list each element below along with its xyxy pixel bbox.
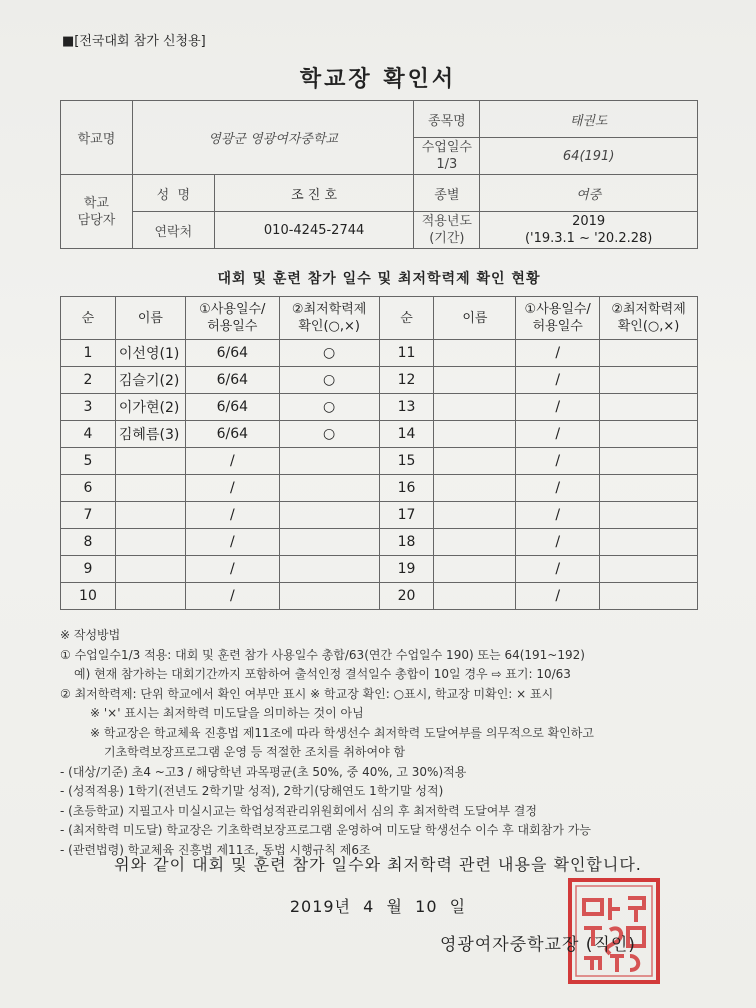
confirmation-statement: 위와 같이 대회 및 훈련 참가 일수와 최저학력 관련 내용을 확인합니다.: [114, 855, 642, 874]
year-value-line2: ('19.3.1 ~ '20.2.28): [524, 231, 653, 246]
row-name: [115, 475, 185, 502]
year-label-line2: (기간): [429, 231, 465, 246]
row-days-right: /: [516, 502, 600, 529]
row-mark: [279, 448, 379, 475]
row-mark-right: [600, 529, 698, 556]
table-row: [61, 394, 698, 421]
header-days-right-line2: 허용일수: [532, 319, 583, 334]
row-no-right: 15: [379, 448, 434, 475]
row-days-right: /: [516, 475, 600, 502]
row-name: [115, 448, 185, 475]
table-row: [61, 583, 698, 610]
row-mark-right: [600, 502, 698, 529]
row-mark-right: [600, 583, 698, 610]
table-row: [61, 502, 698, 529]
row-name: [115, 556, 185, 583]
note-line: - (초등학교) 지필고사 미실시교는 학업성적관리위원회에서 심의 후 최저학력 도달여부 결정: [60, 803, 537, 818]
row-no-right: 20: [379, 583, 434, 610]
row-name-right: [434, 556, 516, 583]
contact-value: 010-4245-2744: [214, 212, 414, 249]
year-value: [480, 212, 698, 249]
info-table: [60, 100, 698, 249]
note-heading: ※ 작성방법: [60, 628, 121, 642]
row-mark: ○: [279, 367, 379, 394]
row-no-right: 11: [379, 340, 434, 367]
name-value: 조 진 호: [214, 175, 414, 212]
row-name: [115, 529, 185, 556]
row-days: /: [185, 583, 279, 610]
row-days-right: /: [516, 556, 600, 583]
row-days: 6/64: [185, 394, 279, 421]
table-row: [61, 340, 698, 367]
row-no-right: 13: [379, 394, 434, 421]
table-row: [61, 421, 698, 448]
row-days: /: [185, 529, 279, 556]
row-no-right: 16: [379, 475, 434, 502]
row-name: [115, 502, 185, 529]
row-name-right: [434, 475, 516, 502]
event-value: 태권도: [480, 101, 698, 138]
header-no: 순: [61, 297, 116, 340]
note-line: - (관련법령) 학교체육 진흥법 제11조, 동법 시행규칙 제6조: [60, 842, 371, 857]
row-no-right: 14: [379, 421, 434, 448]
row-name-right: [434, 421, 516, 448]
note-line: - (대상/기준) 초4 ~고3 / 해당학년 과목평균(초 50%, 중 40%, 고 30%)적용: [60, 764, 467, 779]
instructions: [60, 626, 720, 860]
participation-table: [60, 296, 698, 610]
year-value-line1: 2019: [572, 214, 606, 229]
name-label: 성 명: [132, 175, 214, 212]
row-no: 10: [61, 583, 116, 610]
row-no: 2: [61, 367, 116, 394]
row-days: /: [185, 556, 279, 583]
table-row: [61, 529, 698, 556]
row-days-right: /: [516, 340, 600, 367]
header-min-right: [600, 297, 698, 340]
row-name-right: [434, 340, 516, 367]
row-no-right: 12: [379, 367, 434, 394]
contact-label: 연락처: [132, 212, 214, 249]
row-name-right: [434, 502, 516, 529]
header-days-right-line1: ①사용일수/: [524, 302, 591, 317]
row-no-right: 18: [379, 529, 434, 556]
section-title: 대회 및 훈련 참가 일수 및 최저학력제 확인 현황: [217, 271, 541, 287]
issue-date: 2019년 4 월 10 일: [289, 897, 467, 916]
row-days-right: /: [516, 448, 600, 475]
row-days-right: /: [516, 529, 600, 556]
table-row: [61, 475, 698, 502]
note-line: 기초학력보장프로그램 운영 등 적절한 조치를 취하여야 함: [104, 745, 406, 759]
row-mark: [279, 475, 379, 502]
header-name: 이름: [115, 297, 185, 340]
row-no: 3: [61, 394, 116, 421]
row-name-right: [434, 448, 516, 475]
gender-value: 여중: [480, 175, 698, 212]
row-days: 6/64: [185, 367, 279, 394]
row-no: 5: [61, 448, 116, 475]
row-mark-right: [600, 448, 698, 475]
row-name-right: [434, 367, 516, 394]
school-signature: 영광여자중학교장 (직인): [440, 935, 636, 955]
note-line: ※ '×' 표시는 최저학력 미도달을 의미하는 것이 아님: [90, 706, 364, 720]
row-name-right: [434, 529, 516, 556]
row-days: 6/64: [185, 340, 279, 367]
row-mark-right: [600, 421, 698, 448]
school-value: 영광군 영광여자중학교: [132, 101, 414, 175]
row-mark-right: [600, 340, 698, 367]
row-name-right: [434, 583, 516, 610]
row-name: [115, 583, 185, 610]
manager-label: [61, 175, 133, 249]
year-label: [414, 212, 480, 249]
row-mark: ○: [279, 421, 379, 448]
header-min: [279, 297, 379, 340]
row-mark: ○: [279, 340, 379, 367]
row-days-right: /: [516, 367, 600, 394]
header-days-line1: ①사용일수/: [199, 302, 266, 317]
row-days: /: [185, 448, 279, 475]
days-label-line2: 1/3: [436, 157, 458, 172]
form-tag: ■[전국대회 참가 신청용]: [62, 34, 206, 49]
row-no-right: 17: [379, 502, 434, 529]
year-label-line1: 적용년도: [421, 214, 472, 229]
row-days-right: /: [516, 394, 600, 421]
row-name: 김슬기(2): [115, 367, 185, 394]
row-no: 4: [61, 421, 116, 448]
row-mark: [279, 502, 379, 529]
row-mark: [279, 529, 379, 556]
table-row: [61, 556, 698, 583]
note-line: - (최저학력 미도달) 학교장은 기초학력보장프로그램 운영하여 미도달 학생선수 이수 후 대회참가 가능: [60, 823, 591, 837]
row-no: 7: [61, 502, 116, 529]
table-header-row: [61, 297, 698, 340]
event-label: 종목명: [414, 101, 480, 138]
row-mark: [279, 556, 379, 583]
row-days: /: [185, 475, 279, 502]
row-name: 이선영(1): [115, 340, 185, 367]
row-name: 이가현(2): [115, 394, 185, 421]
page-title: 학교장 확인서: [299, 67, 457, 92]
row-mark-right: [600, 394, 698, 421]
note-line: ② 최저학력제: 단위 학교에서 확인 여부만 표시 ※ 학교장 확인: ○표시, 학교장 미확인: × 표시: [60, 686, 554, 701]
header-days: [185, 297, 279, 340]
note-line: 예) 현재 참가하는 대회기간까지 포함하여 출석인정 결석일수 총합이 10일 경우 ⇨ 표기: 10/63: [74, 667, 571, 681]
row-mark-right: [600, 475, 698, 502]
row-no: 1: [61, 340, 116, 367]
row-days-right: /: [516, 583, 600, 610]
header-days-right: [516, 297, 600, 340]
header-min-line2: 확인(○,×): [298, 319, 360, 334]
row-days: /: [185, 502, 279, 529]
row-no: 6: [61, 475, 116, 502]
row-mark: [279, 583, 379, 610]
row-days: 6/64: [185, 421, 279, 448]
header-min-line1: ②최저학력제: [291, 302, 367, 317]
row-mark-right: [600, 556, 698, 583]
row-no: 9: [61, 556, 116, 583]
days-label-line1: 수업일수: [421, 140, 472, 155]
row-mark-right: [600, 367, 698, 394]
row-days-right: /: [516, 421, 600, 448]
header-name-right: 이름: [434, 297, 516, 340]
days-label: [414, 138, 480, 175]
note-line: - (성적적용) 1학기(전년도 2학기말 성적), 2학기(당해연도 1학기말 성적): [60, 784, 444, 798]
school-label: 학교명: [61, 101, 133, 175]
table-row: [61, 448, 698, 475]
manager-label-line1: 학교: [83, 195, 109, 211]
row-no: 8: [61, 529, 116, 556]
note-line: ① 수업일수1/3 적용: 대회 및 훈련 참가 사용일수 총합/63(연간 수업일수 190) 또는 64(191~192): [60, 647, 585, 662]
row-name-right: [434, 394, 516, 421]
table-row: [61, 367, 698, 394]
header-min-right-line1: ②최저학력제: [611, 302, 686, 317]
manager-label-line2: 담당자: [77, 212, 116, 228]
note-line: ※ 학교장은 학교체육 진흥법 제11조에 따라 학생선수 최저학력 도달여부를 의무적으로 확인하고: [90, 725, 594, 740]
header-days-line2: 허용일수: [207, 319, 258, 334]
row-no-right: 19: [379, 556, 434, 583]
header-no-right: 순: [379, 297, 434, 340]
gender-label: 종별: [414, 175, 480, 212]
row-mark: ○: [279, 394, 379, 421]
days-value: 64(191): [480, 138, 698, 175]
header-min-right-line2: 확인(○,×): [617, 319, 680, 334]
row-name: 김혜름(3): [115, 421, 185, 448]
